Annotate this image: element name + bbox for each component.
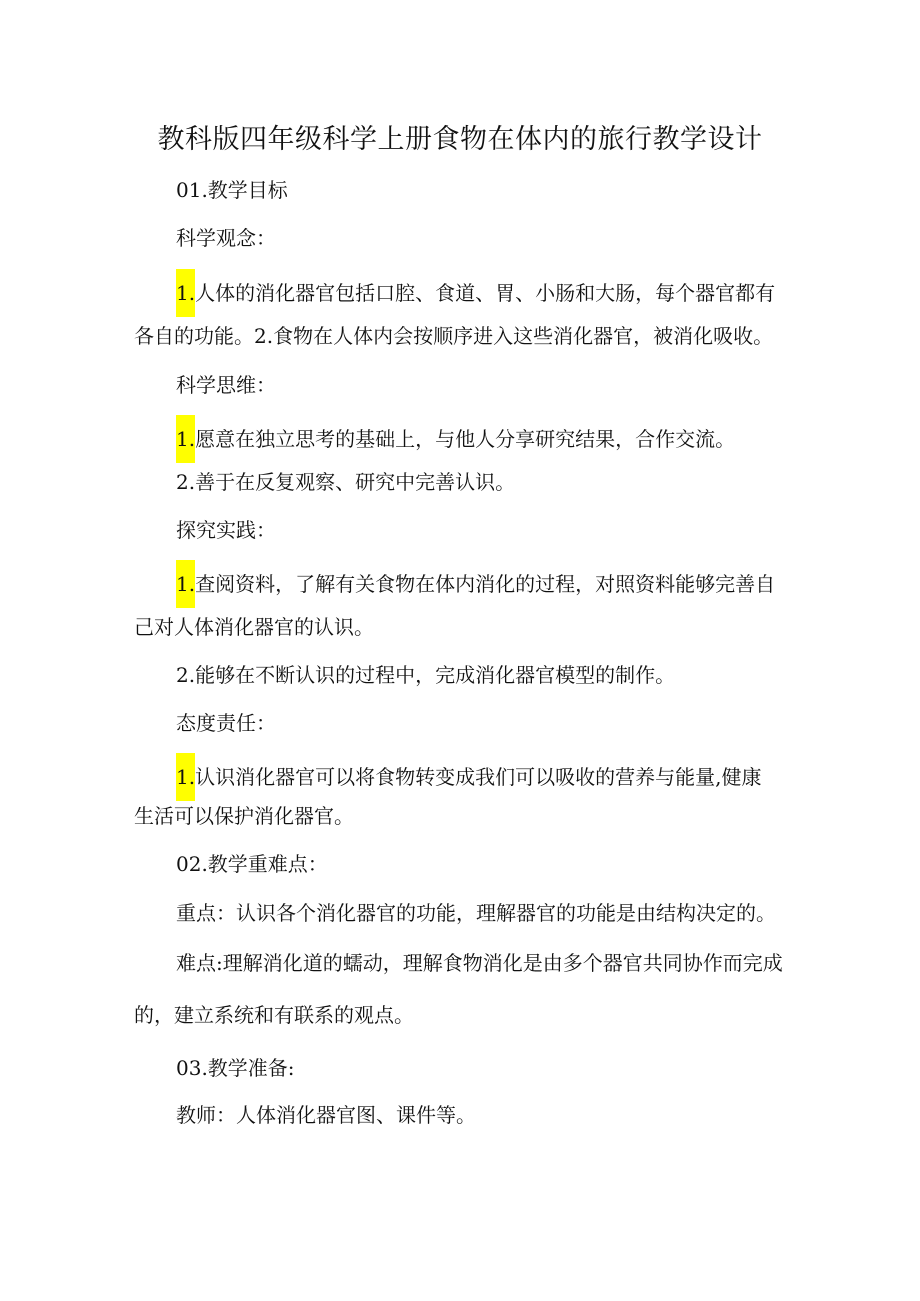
practice-item-1-text: 查阅资料，了解有关食物在体内消化的过程，对照资料能够完善自 [195,572,776,596]
section-heading-preparation: 03.教学准备: [176,1056,295,1080]
document-title: 教科版四年级科学上册食物在体内的旅行教学设计 [157,124,763,155]
label-science-thinking: 科学思维： [176,373,276,397]
practice-item-2: 2.能够在不断认识的过程中，完成消化器官模型的制作。 [176,663,676,687]
highlight-number: 1. [176,269,195,317]
difficulty-point-continued: 的，建立系统和有联系的观点。 [134,1003,414,1027]
practice-item-1-continued: 己对人体消化器官的认识。 [134,615,374,639]
label-inquiry-practice: 探究实践： [176,518,276,542]
highlight-number: 1. [176,560,195,608]
concept-item-1 [176,269,775,317]
section-heading-key-difficulties: 02.教学重难点： [176,852,328,876]
label-attitude-responsibility: 态度责任： [176,711,276,735]
highlight-number: 1. [176,415,195,463]
concept-item-1-text: 人体的消化器官包括口腔、食道、胃、小肠和大肠，每个器官都有 [195,281,776,305]
label-science-concept: 科学观念： [176,226,276,250]
highlight-number: 1. [176,753,195,801]
practice-item-1 [176,560,775,608]
attitude-item-1 [176,753,761,801]
difficulty-point: 难点:理解消化道的蠕动，理解食物消化是由多个器官共同协作而完成 [176,951,783,975]
thinking-item-1 [176,415,735,463]
concept-item-1-continued: 各自的功能。2.食物在人体内会按顺序进入这些消化器官，被消化吸收。 [134,324,774,348]
teacher-preparation: 教师：人体消化器官图、课件等。 [176,1103,476,1127]
attitude-item-1-text: 认识消化器官可以将食物转变成我们可以吸收的营养与能量,健康 [195,765,762,789]
attitude-item-1-continued: 生活可以保护消化器官。 [134,804,354,828]
section-heading-objectives: 01.教学目标 [176,178,288,202]
thinking-item-1-text: 愿意在独立思考的基础上，与他人分享研究结果，合作交流。 [195,427,736,451]
thinking-item-2: 2.善于在反复观察、研究中完善认识。 [176,470,516,494]
key-point: 重点：认识各个消化器官的功能，理解器官的功能是由结构决定的。 [176,901,776,925]
